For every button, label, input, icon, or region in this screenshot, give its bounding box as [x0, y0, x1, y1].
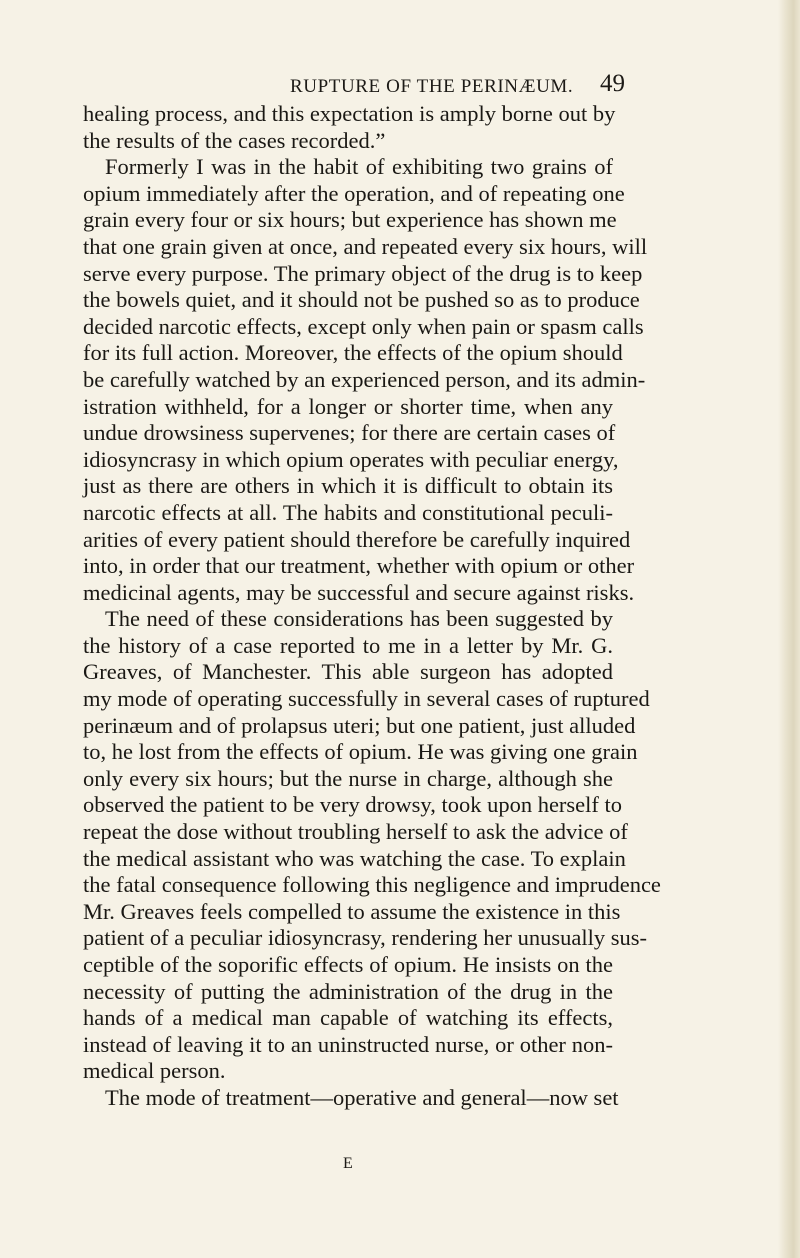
text-line: just as there are others in which it is difficult to obtain its	[83, 473, 613, 499]
text-line: the history of a case reported to me in a letter by Mr. G.	[83, 632, 613, 658]
text-line: patient of a peculiar idiosyncrasy, rendering her unusually sus-	[83, 925, 647, 951]
text-line: healing process, and this expectation is amply borne out by	[83, 101, 616, 126]
text-line: hands of a medical man capable of watching its effects,	[83, 1005, 613, 1031]
text-line: serve every purpose. The primary object of the drug is to keep	[83, 260, 643, 286]
running-head-title: RUPTURE OF THE PERINÆUM.	[290, 76, 574, 97]
text-line: medical person.	[83, 1058, 226, 1084]
text-line: the results of the cases recorded.”	[83, 127, 386, 153]
text-line: Greaves, of Manchester. This able surgeon has adopted	[83, 659, 613, 685]
page-edge-shadow	[778, 0, 800, 1258]
text-line: medicinal agents, may be successful and secure against risks.	[83, 579, 635, 605]
text-line: opium immediately after the operation, and of repeating one	[83, 180, 625, 206]
text-line: the fatal consequence following this negligence and imprudence	[83, 872, 661, 898]
text-line: grain every four or six hours; but experience has shown me	[83, 207, 617, 233]
text-line: narcotic effects at all. The habits and constitutional peculi-	[83, 499, 613, 525]
text-line: perinæum and of prolapsus uteri; but one patient, just alluded	[83, 712, 636, 738]
text-line: be carefully watched by an experienced person, and its admin-	[83, 366, 646, 392]
text-line: The mode of treatment—operative and general—now set	[105, 1084, 619, 1110]
text-line: undue drowsiness supervenes; for there are certain cases of	[83, 420, 616, 446]
text-line: decided narcotic effects, except only when pain or spasm calls	[83, 313, 644, 339]
text-line: only every six hours; but the nurse in charge, although she	[83, 765, 613, 791]
text-line: necessity of putting the administration of the drug in the	[83, 978, 613, 1004]
text-line: repeat the dose without troubling herself to ask the advice of	[83, 819, 628, 845]
text-line: idiosyncrasy in which opium operates with peculiar energy,	[83, 446, 619, 472]
text-line: instead of leaving it to an uninstructed nurse, or other non-	[83, 1031, 613, 1057]
text-line: istration withheld, for a longer or shorter time, when any	[83, 393, 613, 419]
body-text	[83, 101, 661, 1112]
text-line: to, he lost from the effects of opium. He was giving one grain	[83, 739, 638, 765]
text-line: ceptible of the soporific effects of opium. He insists on the	[83, 952, 613, 977]
text-line: observed the patient to be very drowsy, took upon herself to	[83, 792, 623, 818]
text-line: Formerly I was in the habit of exhibiting two grains of	[105, 154, 613, 180]
signature-mark: E	[343, 1155, 353, 1172]
text-line: the medical assistant who was watching the case. To explain	[83, 845, 626, 871]
text-line: The need of these considerations has been suggested by	[105, 606, 613, 632]
text-line: for its full action. Moreover, the effects of the opium should	[83, 340, 623, 366]
text-line: my mode of operating successfully in several cases of ruptured	[83, 686, 650, 712]
text-line: the bowels quiet, and it should not be pushed so as to produce	[83, 287, 640, 313]
text-line: that one grain given at once, and repeated every six hours, will	[83, 233, 648, 259]
text-line: into, in order that our treatment, whether with opium or other	[83, 553, 635, 579]
text-line: arities of every patient should therefore be carefully inquired	[83, 526, 631, 552]
text-line: Mr. Greaves feels compelled to assume the existence in this	[83, 898, 621, 924]
page-number: 49	[600, 70, 625, 97]
